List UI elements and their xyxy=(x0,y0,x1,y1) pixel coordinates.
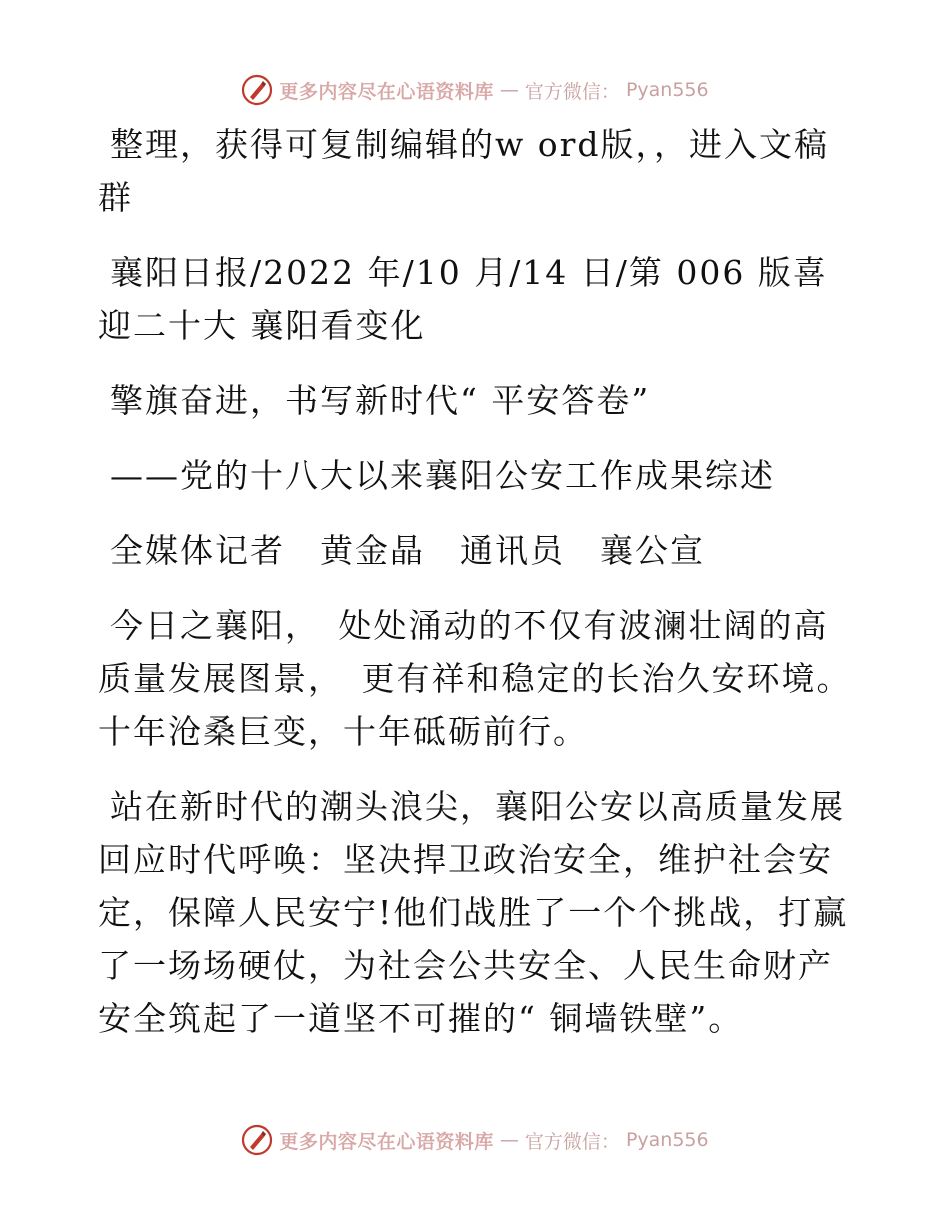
paragraph-source: 襄阳日报/2022 年/10 月/14 日/第 006 版喜迎二十大 襄阳看变化 xyxy=(98,253,828,345)
article-byline: 全媒体记者 黄金晶 通讯员 襄公宣 xyxy=(110,531,705,570)
paragraph-body-2: 站在新时代的潮头浪尖，襄阳公安以高质量发展回应时代呼唤：坚决捍卫政治安全，维护社会安定，保障人民安宁!他们战胜了一个个挑战，打赢了一场场硬仗，为社会公共安全、人民生命财产安全筑起了一道坚不可摧的“ 铜墙铁壁”。 xyxy=(98,787,849,1038)
watermark-official-label: 官方微信： xyxy=(524,80,620,103)
pen-logo-icon xyxy=(241,74,273,106)
watermark-separator: — xyxy=(499,1129,519,1151)
article-title: 擎旗奋进，书写新时代“ 平安答卷” xyxy=(110,381,651,420)
footer-watermark xyxy=(0,1120,950,1160)
watermark-text: 更多内容尽在心语资料库 xyxy=(279,80,494,103)
watermark-wechat-id: Pyan556 xyxy=(625,79,709,101)
paragraph-intro-note: 整理，获得可复制编辑的w ord版，，进入文稿群 xyxy=(98,125,830,217)
paragraph-body-1: 今日之襄阳， 处处涌动的不仅有波澜壮阔的高质量发展图景， 更有祥和稳定的长治久安环境。十年沧桑巨变，十年砥砺前行。 xyxy=(98,606,852,751)
document-body xyxy=(98,118,858,1067)
pen-logo-icon xyxy=(241,1124,273,1156)
watermark-official-label: 官方微信： xyxy=(524,1130,620,1153)
article-subtitle: ——党的十八大以来襄阳公安工作成果综述 xyxy=(110,456,775,495)
watermark-wechat-id: Pyan556 xyxy=(625,1129,709,1151)
watermark-text: 更多内容尽在心语资料库 xyxy=(279,1130,494,1153)
watermark-separator: — xyxy=(499,79,519,101)
header-watermark xyxy=(0,70,950,110)
